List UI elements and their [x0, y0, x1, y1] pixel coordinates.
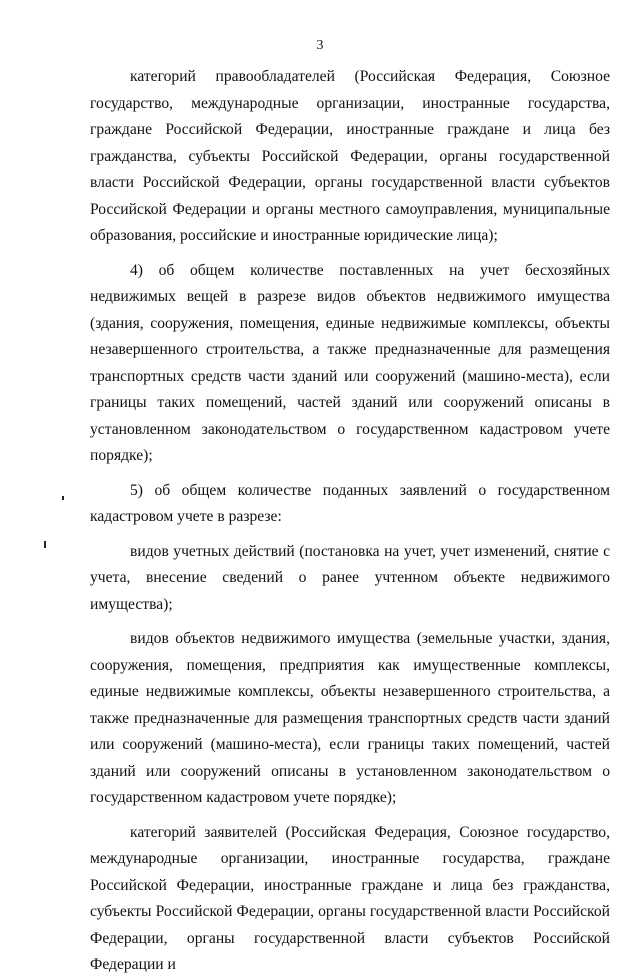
- scan-margin-mark: [44, 541, 46, 548]
- paragraph-property-types: видов объектов недвижимого имущества (земельные участки, здания, сооружения, помещения, предприятия как имущественные комплексы, единые недвижимые комплексы, объекты незавершенного строительства, а также предназначенные для размещения транспортных средств части зданий или сооружений (машино-места), если границы таких помещений, частей зданий или сооружений описаны в установленном законодательством о государственном кадастровом учете порядке);: [90, 630, 610, 806]
- paragraph-item-4: 4) об общем количестве поставленных на учет бесхозяйных недвижимых вещей в разрезе видов объектов недвижимого имущества (здания, сооружения, помещения, единые недвижимые комплексы, объекты незавершенного строительства, а также предназначенные для размещения транспортных средств части зданий или сооружений (машино-места), если границы таких помещений, частей зданий или сооружений описаны в установленном законодательством о государственном кадастровом учете порядке);: [90, 261, 610, 464]
- paragraph-applicant-categories: категорий заявителей (Российская Федерация, Союзное государство, международные организации, иностранные государства, граждане Российской Федерации, иностранные граждане и лица без гражданства, субъекты Российской Федерации, органы государственной власти Российской Федерации, органы государственной власти субъектов Российской Федерации и: [90, 823, 610, 973]
- paragraph-accounting-actions: видов учетных действий (постановка на учет, учет изменений, снятие с учета, внесение сведений о ранее учтенном объекте недвижимого имущества);: [90, 542, 610, 613]
- paragraph-item-5: 5) об общем количестве поданных заявлений о государственном кадастровом учете в разрезе:: [90, 481, 610, 525]
- paragraph-categories-owners: категорий правообладателей (Российская Федерация, Союзное государство, международные организации, иностранные государства, граждане Российской Федерации, иностранные граждане и лица без гражданства, субъекты Российской Федерации, органы государственной власти Российской Федерации, органы государственной власти субъектов Российской Федерации и органы местного самоуправления, муниципальные образования, российские и иностранные юридические лица);: [90, 68, 610, 244]
- scan-margin-mark: [62, 496, 64, 500]
- document-body: [90, 64, 610, 979]
- page-number: 3: [316, 38, 324, 53]
